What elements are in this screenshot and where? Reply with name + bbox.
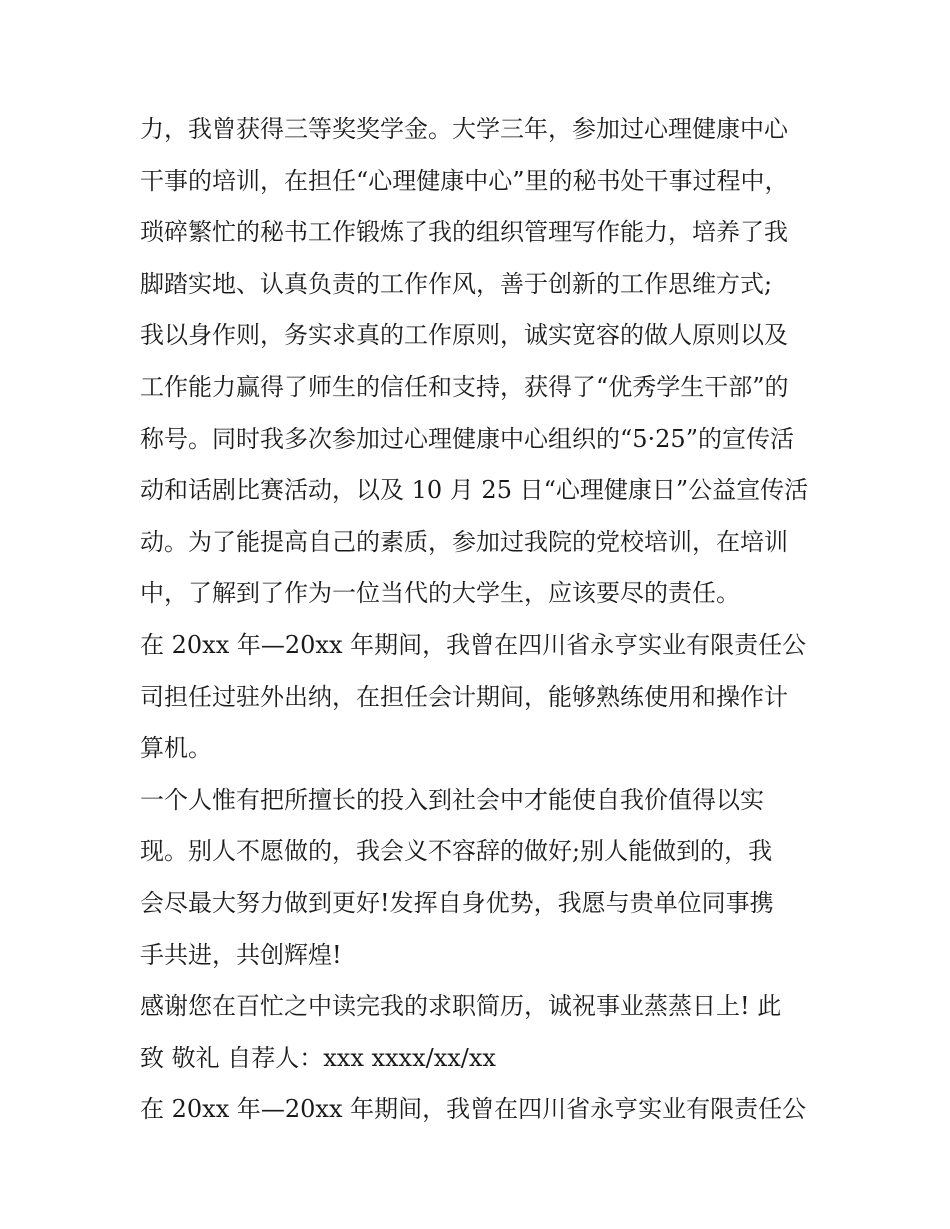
paragraph-experience-campus: 力，我曾获得三等奖奖学金。大学三年，参加过心理健康中心 干事的培训，在担任“心理健康中心”里的秘书处干事过程中， 琐碎繁忙的秘书工作锻炼了我的组织管理写作能力，培养了我 脚踏实地、认真负责的工作作风，善于创新的工作思维方式; 我以身作则，务实求真的工作原则，诚实宽容的做人原则以及 工作能力赢得了师生的信任和支持，获得了“优秀学生干部”的 称号。同时我多次参加过心理健康中心组织的“5·25”的宣传活 动和话剧比赛活动，以及 10 月 25 日“心理健康日”公益宣传活 动。为了能提高自己的素质，参加过我院的党校培训，在培训 中，了解到了作为一位当代的大学生，应该要尽的责任。 bbox=[140, 115, 809, 608]
paragraph-work-experience-repeat: 在 20xx 年—20xx 年期间，我曾在四川省永亨实业有限责任公 bbox=[140, 1095, 807, 1124]
paragraph-closing: 感谢您在百忙之中读完我的求职简历，诚祝事业蒸蒸日上! 此 致 敬礼 自荐人：xxx xxxx/xx/xx bbox=[140, 992, 782, 1072]
document-body bbox=[140, 104, 812, 1136]
paragraph-work-experience: 在 20xx 年—20xx 年期间，我曾在四川省永亨实业有限责任公 司担任过驻外出纳，在担任会计期间，能够熟练使用和操作计 算机。 bbox=[140, 630, 807, 763]
paragraph-self-value: 一个人惟有把所擅长的投入到社会中才能使自我价值得以实 现。别人不愿做的，我会义不容辞的做好;别人能做到的，我 会尽最大努力做到更好!发挥自身优势，我愿与贵单位同事携 手共进，共创辉煌! bbox=[140, 785, 774, 969]
